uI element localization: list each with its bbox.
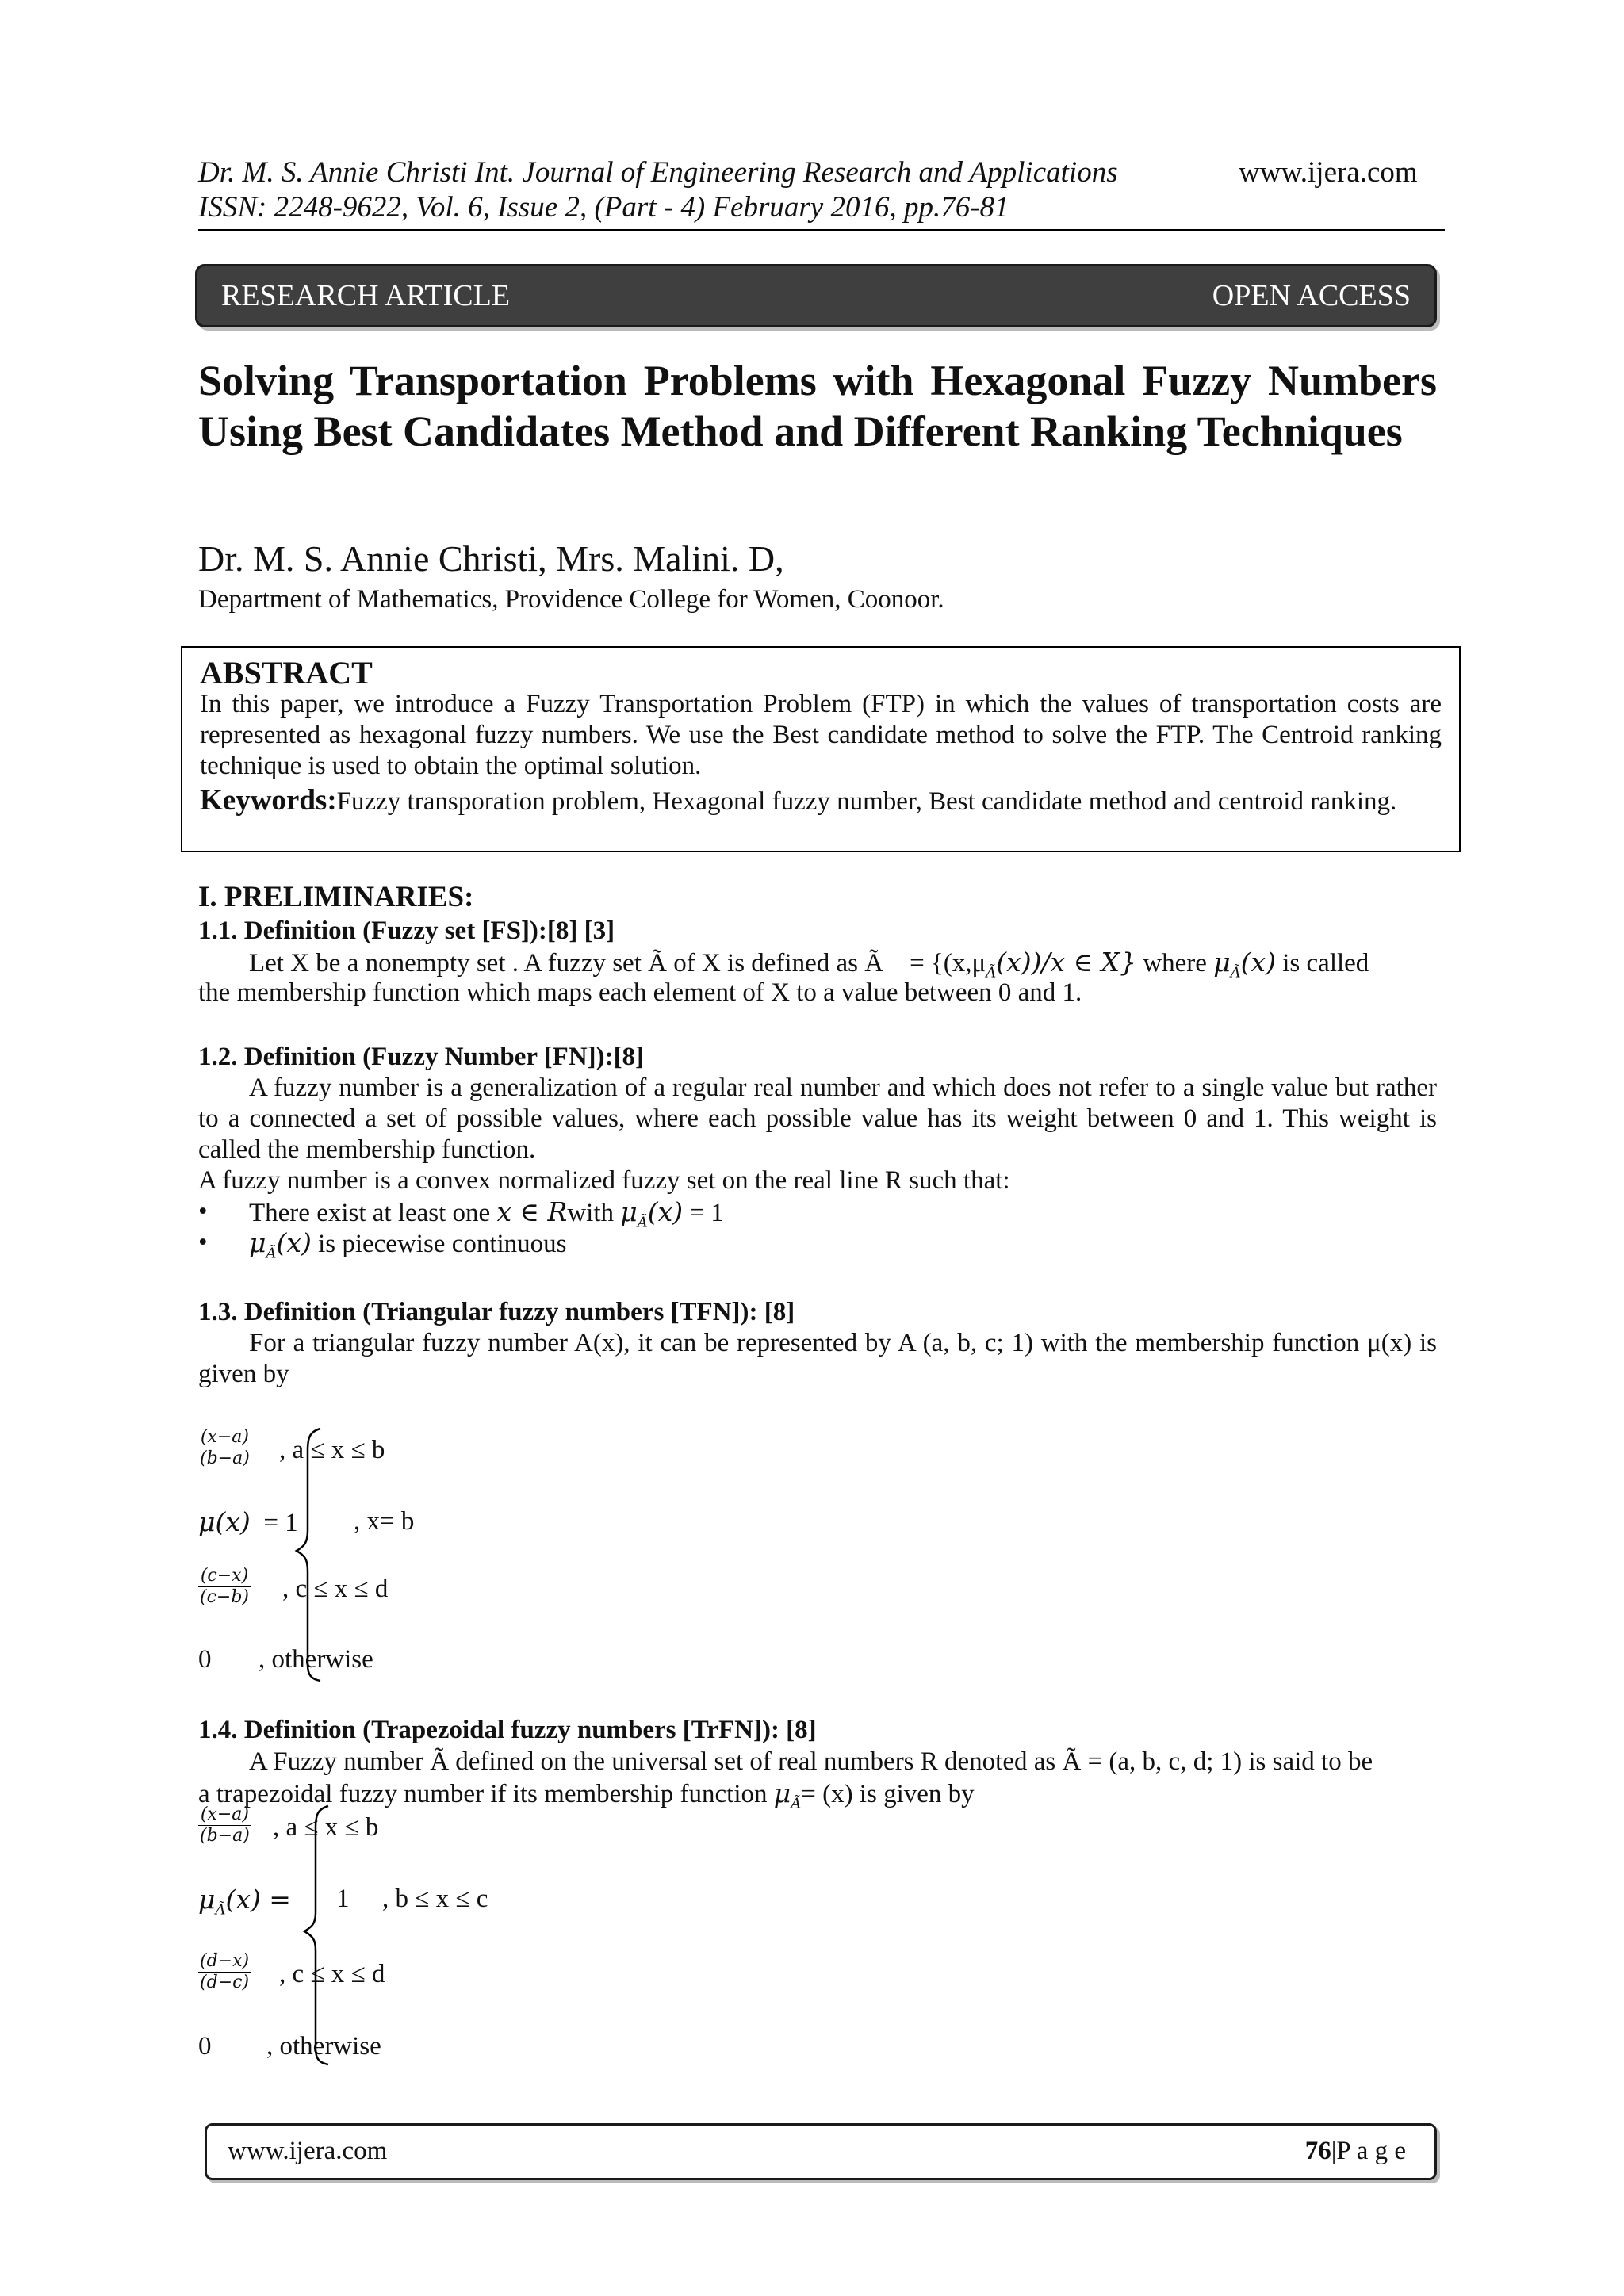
trfn-zero: 0 bbox=[198, 2032, 212, 2061]
bullet-glyph: • bbox=[198, 1228, 208, 1257]
tfn-f2-num: (c−x) bbox=[198, 1566, 251, 1587]
research-article-label: RESEARCH ARTICLE bbox=[221, 279, 511, 312]
trfn-f1-den: (b−a) bbox=[200, 1826, 250, 1846]
bullet-1-text-c: = 1 bbox=[689, 1199, 724, 1227]
trfn-case-2: , b ≤ x ≤ c bbox=[382, 1885, 488, 1913]
header-rule bbox=[198, 229, 1445, 231]
trfn-lhs-sub: Ã bbox=[215, 1901, 226, 1919]
abstract-box bbox=[181, 646, 1461, 852]
def-1-3-heading: 1.3. Definition (Triangular fuzzy numbers [TFN]): [8] bbox=[198, 1298, 795, 1326]
abstract-heading: ABSTRACT bbox=[200, 655, 373, 691]
def-1-2-line: A fuzzy number is a convex normalized fuzzy set on the real line R such that: bbox=[198, 1166, 1010, 1195]
keywords bbox=[200, 785, 1442, 817]
def-1-4-line1: A Fuzzy number Ã defined on the universal set of real numbers R denoted as Ã = (a, b, c, d; 1) is said to be bbox=[249, 1747, 1373, 1776]
trfn-case-3: , c ≤ x ≤ d bbox=[279, 1960, 385, 1988]
journal-header-line1: Dr. M. S. Annie Christi Int. Journal of Engineering Research and Applications bbox=[198, 156, 1118, 189]
def-1-1-text-b: where bbox=[1143, 949, 1207, 978]
tfn-zero: 0 bbox=[198, 1645, 212, 1674]
def-1-4-line2-a: a trapezoidal fuzzy number if its membership function bbox=[198, 1780, 768, 1808]
trfn-lhs-mu: μ bbox=[198, 1884, 216, 1915]
journal-header-line2: ISSN: 2248-9622, Vol. 6, Issue 2, (Part - 4) February 2016, pp.76-81 bbox=[198, 191, 1009, 224]
bullet-1-math2: μ bbox=[620, 1196, 638, 1227]
bullet-2-sub: Ã bbox=[266, 1245, 277, 1262]
journal-url[interactable]: www.ijera.com bbox=[1239, 156, 1418, 189]
article-type-banner bbox=[195, 264, 1437, 327]
def-1-2-heading: 1.2. Definition (Fuzzy Number [FN]):[8] bbox=[198, 1043, 645, 1071]
trfn-lhs bbox=[198, 1884, 291, 1926]
def-1-3-paragraph: For a triangular fuzzy number A(x), it can be represented by A (a, b, c; 1) with the membership function μ(x) is given by bbox=[198, 1329, 1437, 1388]
open-access-label: OPEN ACCESS bbox=[1212, 279, 1411, 312]
def-1-1-line2: the membership function which maps each element of X to a value between 0 and 1. bbox=[198, 978, 1082, 1007]
keywords-label: Keywords: bbox=[200, 784, 337, 817]
trfn-lhs-x: (x) = bbox=[225, 1884, 291, 1915]
bullet-1-text-b: with bbox=[567, 1199, 614, 1227]
bullet-1 bbox=[198, 1196, 724, 1231]
trfn-brace bbox=[301, 1804, 333, 2066]
bullet-1-sub: Ã bbox=[637, 1214, 648, 1231]
bullet-1-math3: (x) bbox=[647, 1196, 684, 1227]
paper-title: Solving Transportation Problems with Hexagonal Fuzzy Numbers Using Best Candidates Method and Different Ranking Techniques bbox=[198, 357, 1437, 455]
trfn-f2-den: (d−c) bbox=[200, 1973, 250, 1992]
def-1-1-text-a: Let X be a nonempty set . A fuzzy set Ã of X is defined as Ã bbox=[249, 949, 884, 978]
bullet-1-text-a: There exist at least one bbox=[249, 1199, 491, 1227]
bullet-1-math: x ∈ R bbox=[496, 1196, 568, 1227]
def-1-1-math-b: (x))/x ∈ X} bbox=[996, 947, 1137, 978]
def-1-1-math-c: μ bbox=[1213, 947, 1231, 978]
bullet-2-math2: (x) bbox=[276, 1227, 312, 1258]
tfn-case-2: , x= b bbox=[354, 1507, 415, 1536]
affiliation: Department of Mathematics, Providence College for Women, Coonoor. bbox=[198, 585, 944, 614]
def-1-1-math-sub: Ã bbox=[986, 964, 997, 982]
trfn-one: 1 bbox=[336, 1885, 350, 1913]
trfn-fraction-2 bbox=[198, 1951, 251, 1993]
def-1-2-paragraph: A fuzzy number is a generalization of a regular real number and which does not refer to a single value but rather to a connected a set of possible values, where each possible value has its weight between 0 and 1. This weight is called the membership function. bbox=[198, 1073, 1437, 1164]
abstract-text: In this paper, we introduce a Fuzzy Transportation Problem (FTP) in which the values of transportation costs are represented as hexagonal fuzzy numbers. We use the Best candidate method to solve the FTP. The Centroid ranking technique is used to obtain the optimal solution. bbox=[200, 690, 1442, 780]
bullet-2-text: is piecewise continuous bbox=[318, 1230, 567, 1258]
def-1-1-math-a: = {(x,μ bbox=[910, 949, 986, 978]
page-number-value: 76 bbox=[1304, 2137, 1331, 2165]
tfn-brace bbox=[293, 1427, 325, 1681]
footer-url[interactable]: www.ijera.com bbox=[228, 2137, 388, 2165]
def-1-4-heading: 1.4. Definition (Trapezoidal fuzzy numbers [TrFN]): [8] bbox=[198, 1716, 817, 1744]
def-1-1-heading: 1.1. Definition (Fuzzy set [FS]):[8] [3] bbox=[198, 916, 615, 945]
tfn-case-4: , otherwise bbox=[259, 1645, 373, 1674]
tfn-f1-num: (x−a) bbox=[198, 1427, 251, 1448]
tfn-lhs-mu: μ(x) bbox=[198, 1506, 251, 1537]
trfn-f1-num: (x−a) bbox=[198, 1804, 251, 1826]
def-1-4-line2-sub: Ã bbox=[791, 1795, 802, 1812]
tfn-fraction-2 bbox=[198, 1566, 251, 1608]
keywords-text: Fuzzy transporation problem, Hexagonal fuzzy number, Best candidate method and centroid ranking. bbox=[336, 787, 1397, 816]
trfn-f2-num: (d−x) bbox=[200, 1951, 250, 1971]
section-heading-preliminaries: I. PRELIMINARIES: bbox=[198, 881, 474, 913]
trfn-case-4: , otherwise bbox=[266, 2032, 381, 2061]
page-number bbox=[1305, 2137, 1406, 2166]
trfn-fraction-1 bbox=[198, 1804, 251, 1846]
tfn-case-1: , a ≤ x ≤ b bbox=[279, 1436, 385, 1464]
tfn-lhs bbox=[198, 1506, 298, 1539]
authors: Dr. M. S. Annie Christi, Mrs. Malini. D, bbox=[198, 538, 784, 579]
def-1-1-math-c2: (x) bbox=[1240, 947, 1277, 978]
def-1-4-line2-b: = (x) is given by bbox=[801, 1780, 975, 1808]
trfn-case-1: , a ≤ x ≤ b bbox=[273, 1813, 379, 1842]
def-1-1-text-c: is called bbox=[1282, 949, 1369, 978]
tfn-f2-den: (c−b) bbox=[200, 1587, 250, 1607]
bullet-2-math: μ bbox=[249, 1227, 266, 1258]
def-1-1-math-c-sub: Ã bbox=[1230, 964, 1241, 982]
tfn-fraction-1 bbox=[198, 1427, 251, 1469]
tfn-eq: = 1 bbox=[263, 1509, 298, 1537]
bullet-glyph: • bbox=[198, 1197, 208, 1226]
page-label: |P a g e bbox=[1331, 2137, 1406, 2165]
tfn-case-3: , c ≤ x ≤ d bbox=[282, 1575, 389, 1603]
def-1-4-line2-mu: μ bbox=[773, 1777, 791, 1808]
bullet-2 bbox=[198, 1227, 567, 1262]
page-footer bbox=[205, 2123, 1437, 2180]
tfn-f1-den: (b−a) bbox=[200, 1448, 250, 1468]
